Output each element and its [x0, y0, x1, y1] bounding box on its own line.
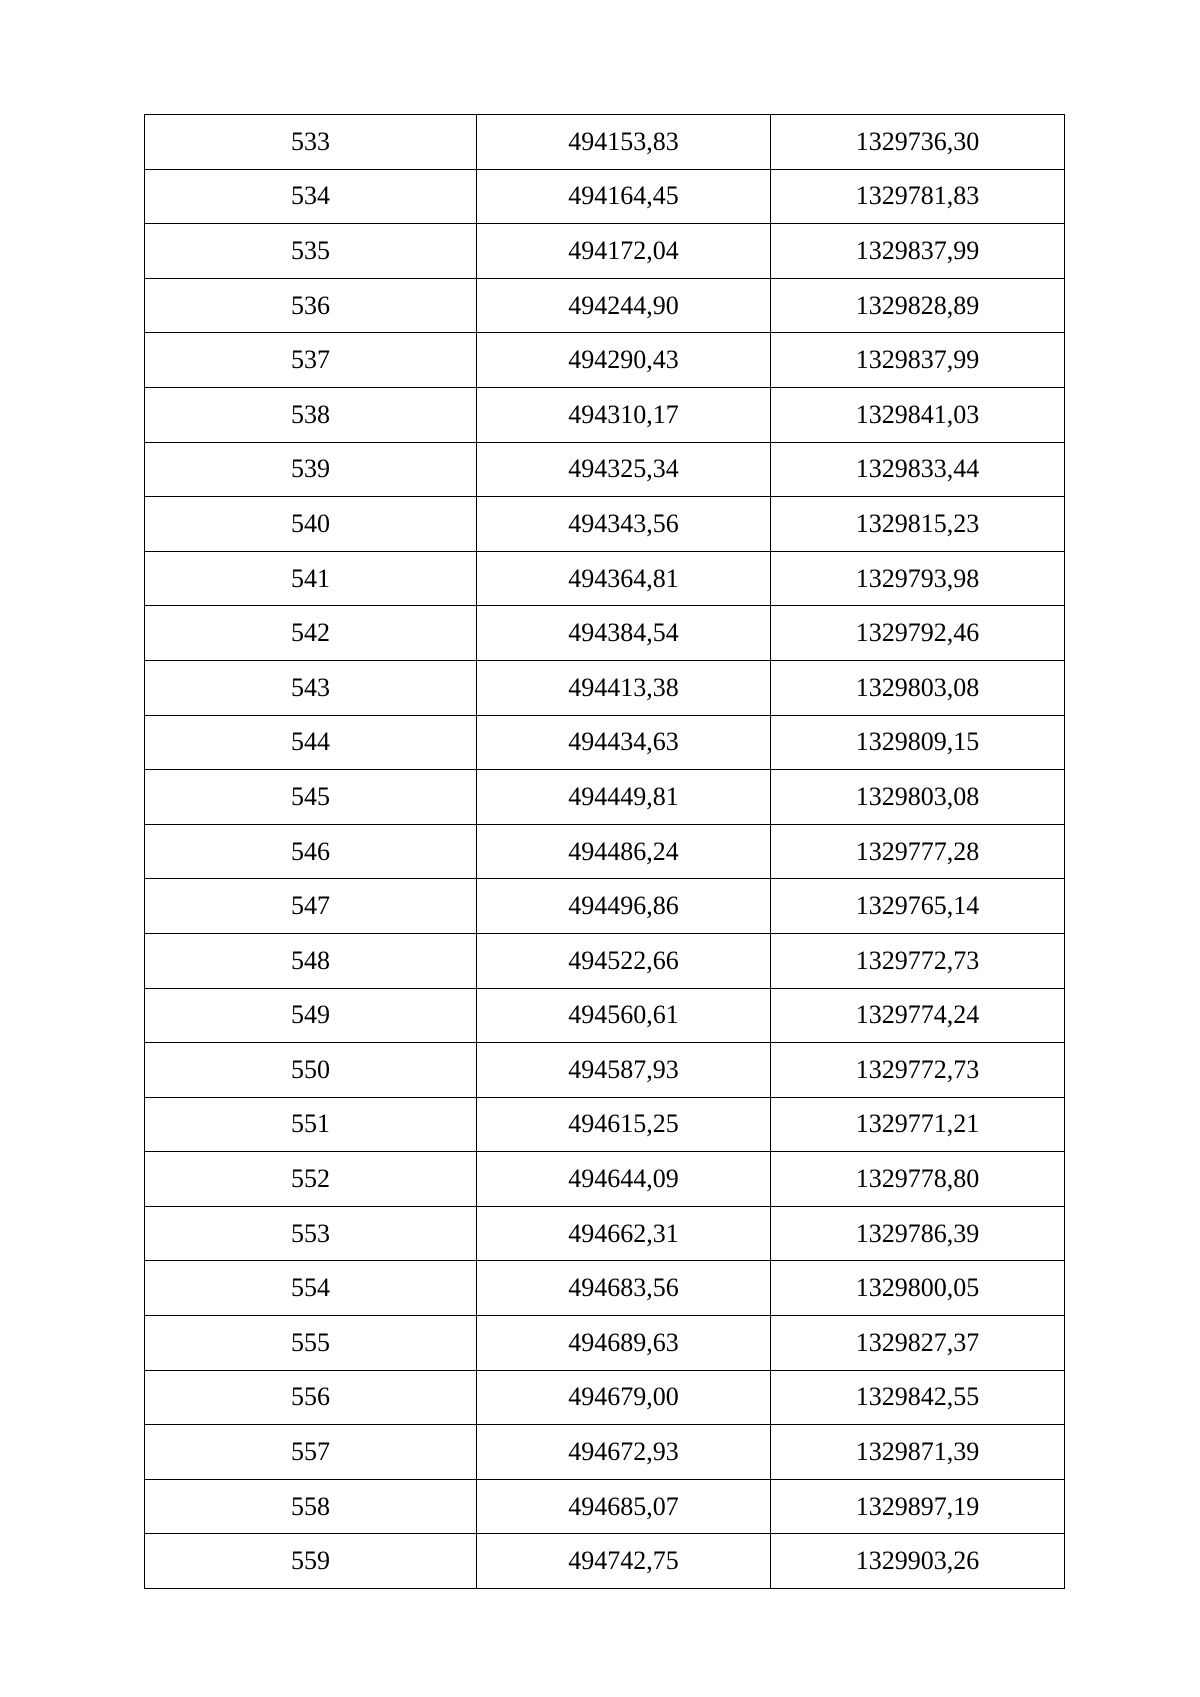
table-row: [145, 770, 1065, 825]
y-coordinate-cell: 1329772,73: [771, 933, 1065, 988]
table-row: [145, 1043, 1065, 1098]
y-coordinate-cell: 1329809,15: [771, 715, 1065, 770]
point-number-cell: 541: [145, 551, 477, 606]
y-coordinate-cell: 1329778,80: [771, 1152, 1065, 1207]
y-coordinate-cell: 1329833,44: [771, 442, 1065, 497]
point-number-cell: 558: [145, 1479, 477, 1534]
point-number-cell: 547: [145, 879, 477, 934]
table-row: [145, 1261, 1065, 1316]
point-number-cell: 534: [145, 169, 477, 224]
table-row: [145, 1534, 1065, 1589]
x-coordinate-cell: 494644,09: [477, 1152, 771, 1207]
x-coordinate-cell: 494413,38: [477, 660, 771, 715]
x-coordinate-cell: 494310,17: [477, 387, 771, 442]
point-number-cell: 549: [145, 988, 477, 1043]
x-coordinate-cell: 494742,75: [477, 1534, 771, 1589]
table-row: [145, 660, 1065, 715]
y-coordinate-cell: 1329871,39: [771, 1425, 1065, 1480]
point-number-cell: 536: [145, 278, 477, 333]
table-row: [145, 387, 1065, 442]
x-coordinate-cell: 494615,25: [477, 1097, 771, 1152]
x-coordinate-cell: 494153,83: [477, 115, 771, 170]
x-coordinate-cell: 494343,56: [477, 497, 771, 552]
point-number-cell: 540: [145, 497, 477, 552]
table-row: [145, 715, 1065, 770]
point-number-cell: 543: [145, 660, 477, 715]
y-coordinate-cell: 1329793,98: [771, 551, 1065, 606]
x-coordinate-cell: 494384,54: [477, 606, 771, 661]
x-coordinate-cell: 494325,34: [477, 442, 771, 497]
x-coordinate-cell: 494522,66: [477, 933, 771, 988]
y-coordinate-cell: 1329777,28: [771, 824, 1065, 879]
y-coordinate-cell: 1329903,26: [771, 1534, 1065, 1589]
table-row: [145, 824, 1065, 879]
table-row: [145, 333, 1065, 388]
x-coordinate-cell: 494244,90: [477, 278, 771, 333]
point-number-cell: 559: [145, 1534, 477, 1589]
y-coordinate-cell: 1329841,03: [771, 387, 1065, 442]
table-row: [145, 278, 1065, 333]
table-row: [145, 1206, 1065, 1261]
y-coordinate-cell: 1329765,14: [771, 879, 1065, 934]
x-coordinate-cell: 494449,81: [477, 770, 771, 825]
point-number-cell: 554: [145, 1261, 477, 1316]
y-coordinate-cell: 1329736,30: [771, 115, 1065, 170]
y-coordinate-cell: 1329827,37: [771, 1316, 1065, 1371]
y-coordinate-cell: 1329803,08: [771, 770, 1065, 825]
table-row: [145, 551, 1065, 606]
table-row: [145, 1370, 1065, 1425]
point-number-cell: 535: [145, 224, 477, 279]
y-coordinate-cell: 1329772,73: [771, 1043, 1065, 1098]
point-number-cell: 546: [145, 824, 477, 879]
x-coordinate-cell: 494486,24: [477, 824, 771, 879]
point-number-cell: 555: [145, 1316, 477, 1371]
x-coordinate-cell: 494662,31: [477, 1206, 771, 1261]
y-coordinate-cell: 1329792,46: [771, 606, 1065, 661]
coordinates-table: [144, 114, 1065, 1589]
point-number-cell: 542: [145, 606, 477, 661]
x-coordinate-cell: 494683,56: [477, 1261, 771, 1316]
table-row: [145, 115, 1065, 170]
point-number-cell: 553: [145, 1206, 477, 1261]
y-coordinate-cell: 1329774,24: [771, 988, 1065, 1043]
x-coordinate-cell: 494164,45: [477, 169, 771, 224]
point-number-cell: 533: [145, 115, 477, 170]
x-coordinate-cell: 494685,07: [477, 1479, 771, 1534]
y-coordinate-cell: 1329771,21: [771, 1097, 1065, 1152]
x-coordinate-cell: 494434,63: [477, 715, 771, 770]
x-coordinate-cell: 494679,00: [477, 1370, 771, 1425]
y-coordinate-cell: 1329803,08: [771, 660, 1065, 715]
y-coordinate-cell: 1329786,39: [771, 1206, 1065, 1261]
x-coordinate-cell: 494364,81: [477, 551, 771, 606]
table-row: [145, 1152, 1065, 1207]
point-number-cell: 544: [145, 715, 477, 770]
table-row: [145, 933, 1065, 988]
point-number-cell: 537: [145, 333, 477, 388]
y-coordinate-cell: 1329837,99: [771, 333, 1065, 388]
table-row: [145, 1479, 1065, 1534]
point-number-cell: 551: [145, 1097, 477, 1152]
y-coordinate-cell: 1329837,99: [771, 224, 1065, 279]
table-row: [145, 442, 1065, 497]
x-coordinate-cell: 494689,63: [477, 1316, 771, 1371]
table-row: [145, 1097, 1065, 1152]
table-row: [145, 879, 1065, 934]
table-row: [145, 497, 1065, 552]
x-coordinate-cell: 494560,61: [477, 988, 771, 1043]
x-coordinate-cell: 494496,86: [477, 879, 771, 934]
table-row: [145, 1316, 1065, 1371]
x-coordinate-cell: 494172,04: [477, 224, 771, 279]
coordinates-table-body: [145, 115, 1065, 1589]
point-number-cell: 538: [145, 387, 477, 442]
y-coordinate-cell: 1329897,19: [771, 1479, 1065, 1534]
point-number-cell: 552: [145, 1152, 477, 1207]
point-number-cell: 545: [145, 770, 477, 825]
table-row: [145, 606, 1065, 661]
y-coordinate-cell: 1329781,83: [771, 169, 1065, 224]
point-number-cell: 539: [145, 442, 477, 497]
table-row: [145, 988, 1065, 1043]
table-row: [145, 169, 1065, 224]
y-coordinate-cell: 1329828,89: [771, 278, 1065, 333]
y-coordinate-cell: 1329815,23: [771, 497, 1065, 552]
table-row: [145, 1425, 1065, 1480]
point-number-cell: 550: [145, 1043, 477, 1098]
x-coordinate-cell: 494672,93: [477, 1425, 771, 1480]
y-coordinate-cell: 1329800,05: [771, 1261, 1065, 1316]
y-coordinate-cell: 1329842,55: [771, 1370, 1065, 1425]
point-number-cell: 556: [145, 1370, 477, 1425]
x-coordinate-cell: 494587,93: [477, 1043, 771, 1098]
point-number-cell: 548: [145, 933, 477, 988]
point-number-cell: 557: [145, 1425, 477, 1480]
x-coordinate-cell: 494290,43: [477, 333, 771, 388]
table-row: [145, 224, 1065, 279]
